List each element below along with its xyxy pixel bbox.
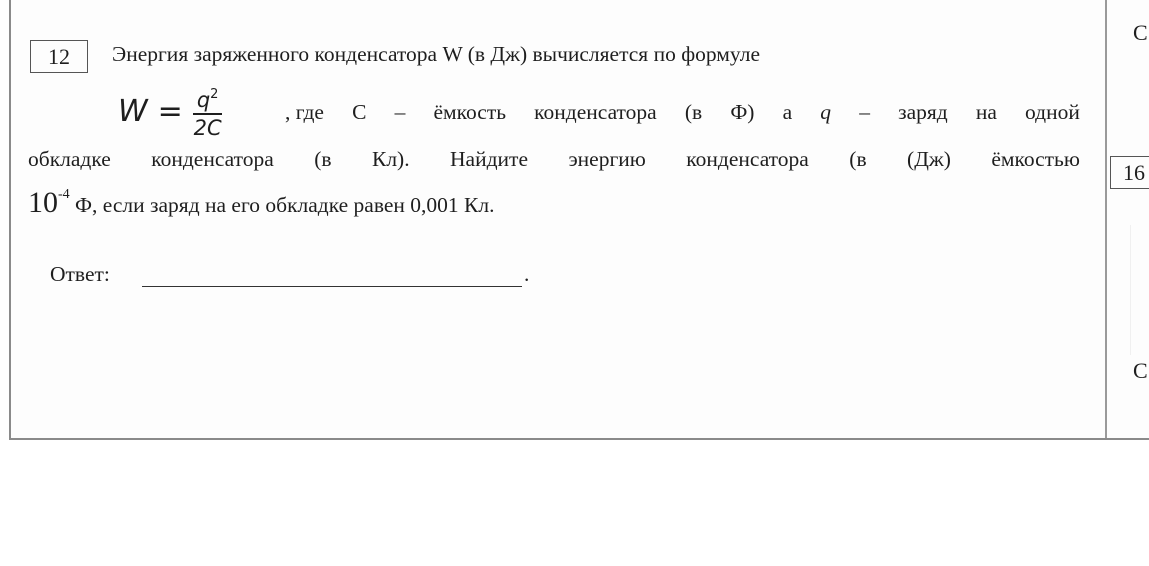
task-word: (в <box>314 147 332 171</box>
task-word: – <box>859 100 870 124</box>
task-word: обкладке <box>28 147 111 171</box>
task-word: ёмкостью <box>991 147 1080 171</box>
task-word: энергию <box>568 147 646 171</box>
task-word: конденсатора <box>686 147 809 171</box>
formula-fraction <box>193 82 223 141</box>
task-text-line-1: Энергия заряженного конденсатора W (в Дж) вычисляется по формуле <box>112 42 760 66</box>
task-word: а <box>782 100 793 124</box>
formula-equals: = <box>157 94 183 129</box>
task-text-line-4: $10^{-4}$ Ф, если заряд на его обкладке равен 0,001 Кл. <box>28 186 495 219</box>
task-word: Кл). <box>371 147 410 171</box>
next-column-letter-top: С <box>1133 20 1148 45</box>
answer-field[interactable] <box>142 286 522 287</box>
task-word: – <box>394 100 406 124</box>
task-word: , где <box>285 100 324 124</box>
task-word: (в <box>684 100 703 124</box>
task-word: q <box>820 100 832 124</box>
task-word: конденсатора <box>151 147 274 171</box>
task-text-line-3 <box>28 147 1080 172</box>
task-word: конденсатора <box>534 100 657 124</box>
task-text-line-2 <box>285 100 1080 125</box>
task-word: ёмкость <box>433 100 507 124</box>
task-word: одной <box>1025 100 1080 124</box>
column-divider <box>1105 0 1107 438</box>
task-word: (Дж) <box>907 147 951 171</box>
task-word: Ф) <box>730 100 755 124</box>
answer-label: Ответ: <box>50 262 110 286</box>
next-task-number: 16 <box>1110 156 1149 189</box>
formula-numerator: $q^2$ <box>193 82 223 115</box>
task-word: заряд <box>898 100 948 124</box>
task-word: С <box>352 100 367 124</box>
energy-formula <box>118 82 222 141</box>
next-column-faint-line <box>1130 225 1131 355</box>
task-word: (в <box>849 147 867 171</box>
formula-denominator: 2C <box>193 116 222 140</box>
next-column-letter-bottom: С <box>1133 358 1148 383</box>
task-word: на <box>975 100 997 124</box>
formula-lhs: W <box>118 94 148 129</box>
task-word: Найдите <box>450 147 528 171</box>
task-number: 12 <box>30 40 88 73</box>
answer-period: . <box>524 262 530 286</box>
